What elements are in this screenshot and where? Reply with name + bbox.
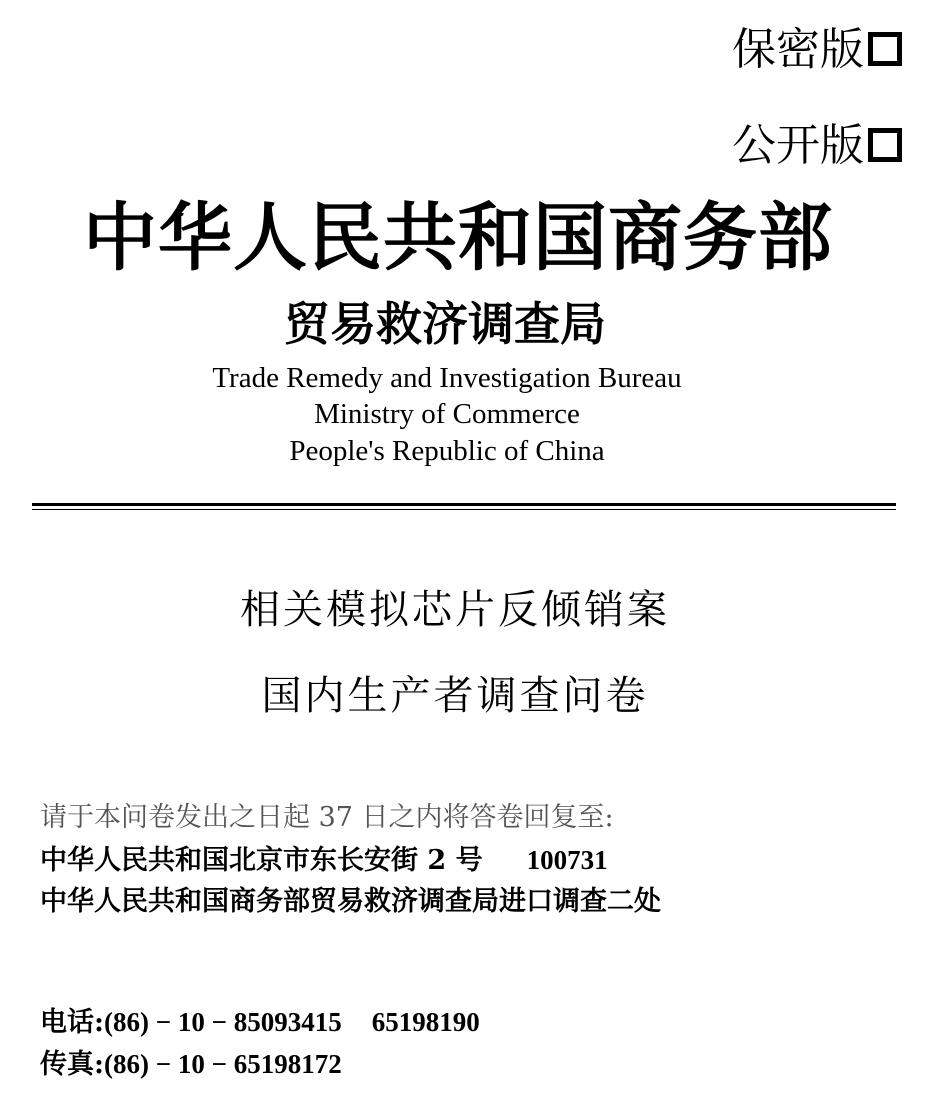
header-divider-thick xyxy=(32,503,896,506)
bureau-title-cn: 贸易救济调查局 xyxy=(284,297,606,351)
fax-number: (86) − 10 − 65198172 xyxy=(103,1049,342,1079)
case-title: 相关模拟芯片反倾销案 xyxy=(240,587,670,633)
phone-number-primary: (86) − 10 − 85093415 xyxy=(103,1007,342,1037)
phone-label: 电话: xyxy=(40,1007,104,1038)
public-version-checkbox[interactable] xyxy=(868,128,902,162)
mailing-address xyxy=(40,842,608,879)
confidential-version-option[interactable] xyxy=(732,22,902,78)
fax-label: 传真: xyxy=(40,1049,104,1080)
confidential-version-label: 保密版 xyxy=(732,24,864,75)
ministry-title-cn: 中华人民共和国商务部 xyxy=(83,195,833,281)
fax-line xyxy=(40,1046,342,1083)
public-version-option[interactable] xyxy=(732,118,902,174)
bureau-title-en: Trade Remedy and Investigation Bureau xyxy=(212,362,682,394)
questionnaire-title: 国内生产者调查问卷 xyxy=(261,673,649,719)
phone-line xyxy=(40,1004,480,1041)
phone-number-secondary: 65198190 xyxy=(371,1007,480,1037)
recipient-office: 中华人民共和国商务部贸易救济调查局进口调查二处 xyxy=(40,886,661,917)
ministry-title-en: Ministry of Commerce xyxy=(314,398,580,430)
country-name-en: People's Republic of China xyxy=(289,435,605,467)
reply-instruction: 请于本问卷发出之日起 37 日之内将答卷回复至: xyxy=(40,802,614,833)
street-address: 中华人民共和国北京市东长安街 2 号 xyxy=(40,845,483,876)
header-divider-thin xyxy=(32,509,896,510)
confidential-version-checkbox[interactable] xyxy=(868,32,902,66)
public-version-label: 公开版 xyxy=(732,120,864,171)
postal-code: 100731 xyxy=(526,845,608,875)
